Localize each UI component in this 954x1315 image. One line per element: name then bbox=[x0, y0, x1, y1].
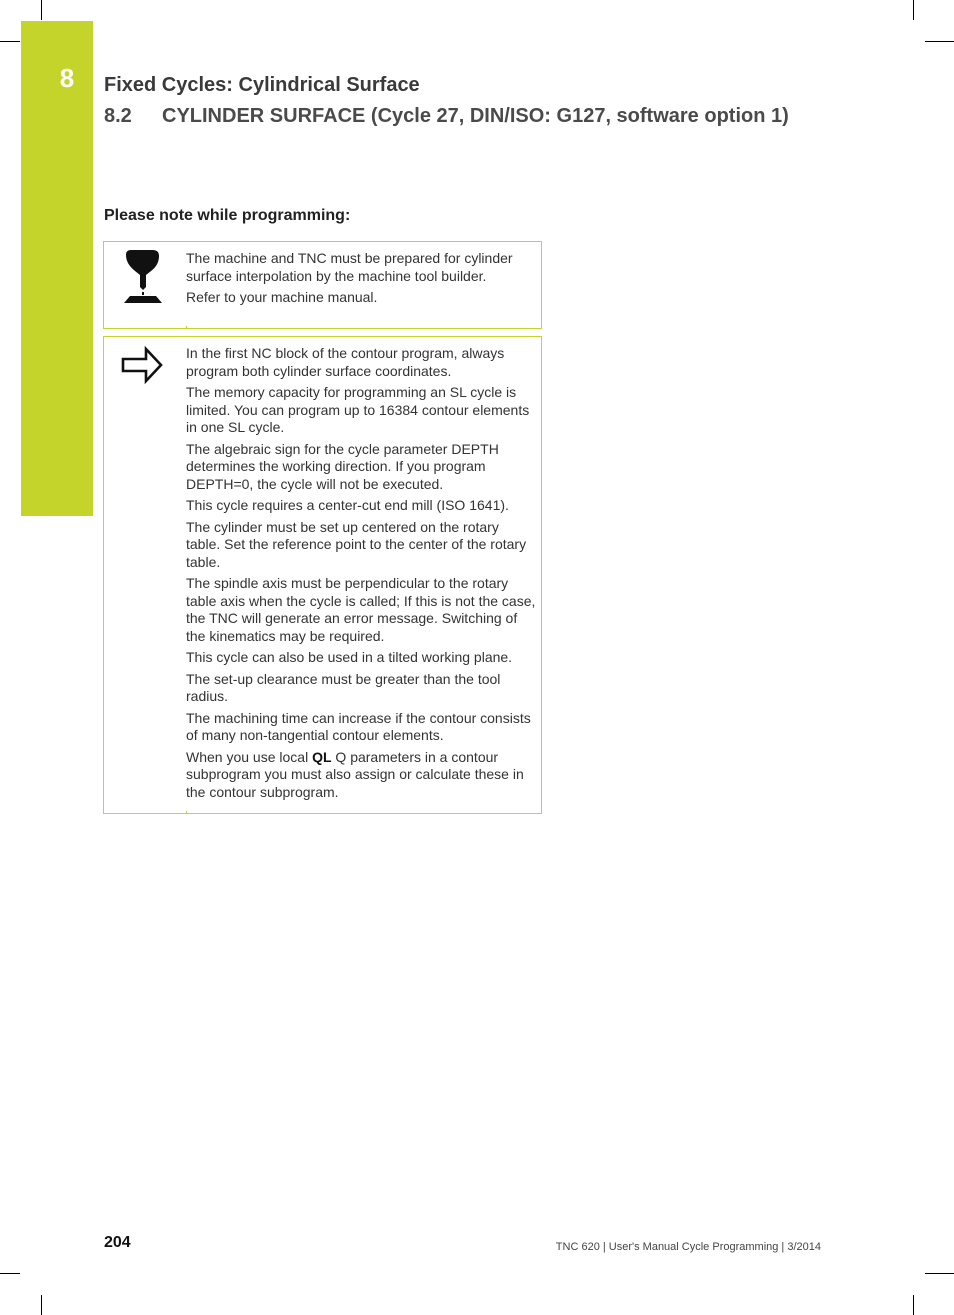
ql-keyword: QL bbox=[312, 748, 332, 765]
crop-mark bbox=[41, 0, 42, 20]
programming-note-text bbox=[186, 345, 536, 805]
note-paragraph: Refer to your machine manual. bbox=[186, 289, 378, 305]
footer-text: TNC 620 | User's Manual Cycle Programming | 3/2014 bbox=[555, 1241, 821, 1253]
note-paragraph: This cycle requires a center-cut end mill (ISO 1641). bbox=[186, 497, 509, 513]
note-paragraph: The machine and TNC must be prepared for cylinder surface interpolation by the machine tool builder. bbox=[186, 250, 513, 284]
crop-mark bbox=[925, 41, 954, 42]
note-paragraph: The set-up clearance must be greater than the tool radius. bbox=[186, 670, 501, 704]
note-paragraph-ql: When you use local QL Q parameters in a contour subprogram you must also assign or calculate these in the contour subprogram. bbox=[186, 748, 524, 800]
chapter-title: Fixed Cycles: Cylindrical Surface bbox=[104, 74, 420, 96]
crop-mark bbox=[0, 41, 20, 42]
note-paragraph: This cycle can also be used in a tilted working plane. bbox=[186, 649, 513, 665]
machine-tool-icon bbox=[104, 242, 186, 328]
section-title-text: CYLINDER SURFACE (Cycle 27, DIN/ISO: G127, software option 1) bbox=[162, 105, 789, 127]
programming-note bbox=[103, 336, 542, 814]
divider bbox=[186, 326, 187, 329]
crop-mark bbox=[0, 1273, 20, 1274]
subheading: Please note while programming: bbox=[104, 207, 351, 224]
note-paragraph: The memory capacity for programming an SL cycle is limited. You can program up to 16384 contour elements in one SL cycle. bbox=[186, 384, 530, 435]
note-paragraph: The machining time can increase if the contour consists of many non-tangential contour elements. bbox=[186, 709, 531, 743]
crop-mark bbox=[41, 1295, 42, 1315]
note-paragraph: The algebraic sign for the cycle parameter DEPTH determines the working direction. If you program DEPTH=0, the cycle will not be executed. bbox=[186, 440, 499, 492]
page-number: 204 bbox=[104, 1234, 131, 1251]
chapter-number: 8 bbox=[59, 63, 75, 93]
divider bbox=[186, 811, 187, 814]
section-number: 8.2 bbox=[104, 105, 132, 127]
machine-note-text bbox=[186, 250, 536, 311]
arrow-right-icon bbox=[104, 337, 186, 813]
section-title bbox=[104, 103, 789, 129]
note-paragraph: The spindle axis must be perpendicular to the rotary table axis when the cycle is called; If this is not the case, the TNC will generate an error message. Switching of the kinematics may be required. bbox=[186, 575, 536, 644]
crop-mark bbox=[913, 0, 914, 20]
crop-mark bbox=[913, 1295, 914, 1315]
note-paragraph: In the first NC block of the contour program, always program both cylinder surface coordinates. bbox=[186, 345, 505, 379]
machine-note bbox=[103, 241, 542, 329]
crop-mark bbox=[925, 1273, 954, 1274]
note-paragraph: The cylinder must be set up centered on the rotary table. Set the reference point to the center of the rotary table. bbox=[186, 518, 527, 570]
